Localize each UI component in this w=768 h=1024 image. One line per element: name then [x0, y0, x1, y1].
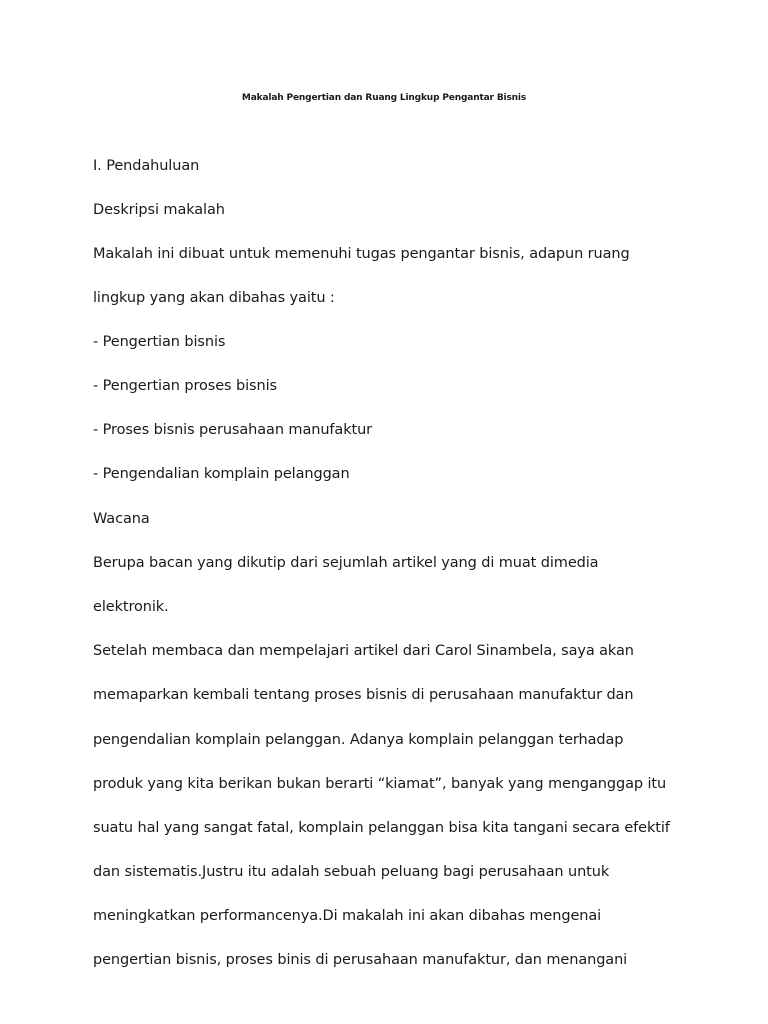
- paragraph-line: pengertian bisnis, proses binis di perusahaan manufaktur, dan menangani: [93, 952, 628, 968]
- paragraph-line: Makalah ini dibuat untuk memenuhi tugas pengantar bisnis, adapun ruang: [93, 246, 630, 262]
- paragraph-line: Berupa bacan yang dikutip dari sejumlah artikel yang di muat dimedia: [93, 555, 599, 571]
- paragraph-line: lingkup yang akan dibahas yaitu :: [93, 290, 335, 306]
- paragraph-line: suatu hal yang sangat fatal, komplain pelanggan bisa kita tangani secara efektif: [93, 820, 670, 836]
- paragraph-line: pengendalian komplain pelanggan. Adanya komplain pelanggan terhadap: [93, 732, 624, 748]
- list-item: - Pengertian proses bisnis: [93, 378, 277, 394]
- subheading-wacana: Wacana: [93, 511, 150, 527]
- paragraph-line: produk yang kita berikan bukan berarti “kiamat”, banyak yang menganggap itu: [93, 776, 667, 792]
- subheading-deskripsi: Deskripsi makalah: [93, 202, 225, 218]
- list-item: - Pengertian bisnis: [93, 334, 226, 350]
- paragraph-line: elektronik.: [93, 599, 169, 615]
- section-heading-pendahuluan: I. Pendahuluan: [93, 158, 200, 174]
- document-title: Makalah Pengertian dan Ruang Lingkup Pengantar Bisnis: [241, 93, 527, 103]
- paragraph-line: meningkatkan performancenya.Di makalah ini akan dibahas mengenai: [93, 908, 602, 924]
- paragraph-line: Setelah membaca dan mempelajari artikel dari Carol Sinambela, saya akan: [93, 643, 634, 659]
- paragraph-line: memaparkan kembali tentang proses bisnis di perusahaan manufaktur dan: [93, 687, 634, 703]
- paragraph-line: dan sistematis.Justru itu adalah sebuah peluang bagi perusahaan untuk: [93, 864, 610, 880]
- list-item: - Pengendalian komplain pelanggan: [93, 466, 350, 482]
- list-item: - Proses bisnis perusahaan manufaktur: [93, 422, 373, 438]
